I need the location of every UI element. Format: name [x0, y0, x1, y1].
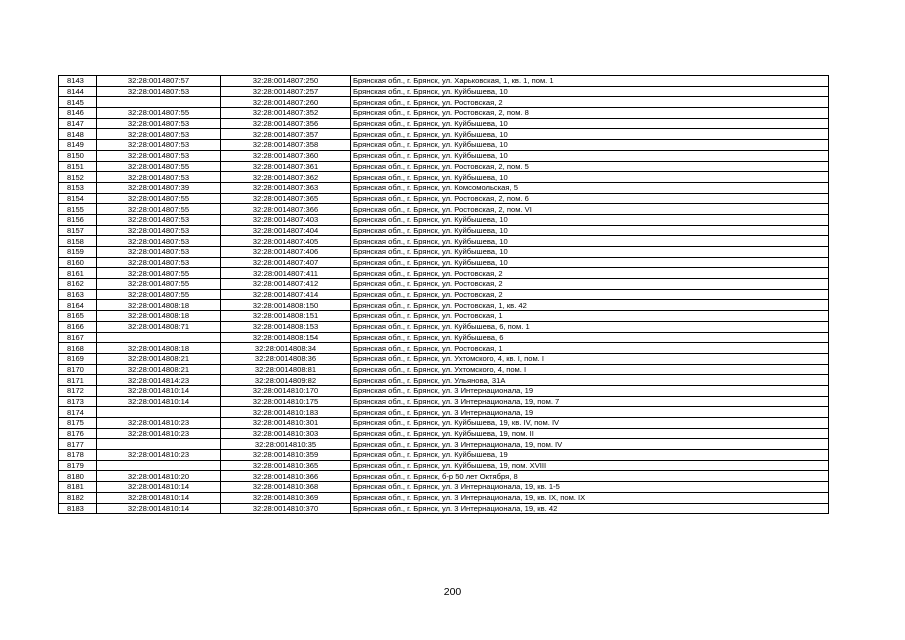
- parcel-number-cell: 32:28:0014807:53: [97, 150, 221, 161]
- row-number-cell: 8171: [59, 375, 97, 386]
- address-cell: Брянская обл., г. Брянск, ул. Ростовская, 2, пом. 5: [351, 161, 829, 172]
- row-number-cell: 8168: [59, 343, 97, 354]
- object-number-cell: 32:28:0014810:368: [221, 482, 351, 493]
- row-number-cell: 8174: [59, 407, 97, 418]
- row-number-cell: 8160: [59, 257, 97, 268]
- parcel-number-cell: 32:28:0014807:53: [97, 225, 221, 236]
- address-cell: Брянская обл., г. Брянск, ул. Куйбышева, 10: [351, 247, 829, 258]
- parcel-number-cell: 32:28:0014810:23: [97, 428, 221, 439]
- table-row: [59, 503, 829, 514]
- parcel-number-cell: [97, 332, 221, 343]
- table-row: [59, 257, 829, 268]
- row-number-cell: 8146: [59, 108, 97, 119]
- address-cell: Брянская обл., г. Брянск, ул. Ростовская, 1: [351, 343, 829, 354]
- address-cell: Брянская обл., г. Брянск, ул. Ростовская, 2, пом. 8: [351, 108, 829, 119]
- address-cell: Брянская обл., г. Брянск, ул. Ульянова, 31А: [351, 375, 829, 386]
- table-row: [59, 492, 829, 503]
- address-cell: Брянская обл., г. Брянск, ул. Куйбышева, 10: [351, 140, 829, 151]
- object-number-cell: 32:28:0014807:356: [221, 118, 351, 129]
- address-cell: Брянская обл., г. Брянск, ул. Куйбышева, 10: [351, 86, 829, 97]
- row-number-cell: 8148: [59, 129, 97, 140]
- address-cell: Брянская обл., г. Брянск, ул. Ростовская, 2, пом. VI: [351, 204, 829, 215]
- row-number-cell: 8164: [59, 300, 97, 311]
- object-number-cell: 32:28:0014807:360: [221, 150, 351, 161]
- object-number-cell: 32:28:0014807:414: [221, 289, 351, 300]
- object-number-cell: 32:28:0014807:405: [221, 236, 351, 247]
- address-cell: Брянская обл., г. Брянск, ул. Куйбышева, 10: [351, 172, 829, 183]
- table-row: [59, 332, 829, 343]
- parcel-number-cell: [97, 439, 221, 450]
- table-row: [59, 289, 829, 300]
- object-number-cell: 32:28:0014807:250: [221, 76, 351, 87]
- table-row: [59, 471, 829, 482]
- object-number-cell: 32:28:0014810:366: [221, 471, 351, 482]
- address-cell: Брянская обл., г. Брянск, ул. Ростовская, 2: [351, 97, 829, 108]
- row-number-cell: 8161: [59, 268, 97, 279]
- address-cell: Брянская обл., г. Брянск, ул. 3 Интернационала, 19, кв. IX, пом. IX: [351, 492, 829, 503]
- row-number-cell: 8159: [59, 247, 97, 258]
- address-cell: Брянская обл., г. Брянск, ул. Куйбышева, 6, пом. 1: [351, 321, 829, 332]
- table-row: [59, 204, 829, 215]
- table-row: [59, 311, 829, 322]
- object-number-cell: 32:28:0014808:36: [221, 353, 351, 364]
- address-cell: Брянская обл., г. Брянск, ул. Ухтомского, 4, кв. I, пом. I: [351, 353, 829, 364]
- table-row: [59, 140, 829, 151]
- parcel-number-cell: 32:28:0014808:18: [97, 343, 221, 354]
- address-cell: Брянская обл., г. Брянск, ул. Куйбышева, 10: [351, 118, 829, 129]
- object-number-cell: 32:28:0014807:363: [221, 182, 351, 193]
- table-row: [59, 118, 829, 129]
- row-number-cell: 8155: [59, 204, 97, 215]
- table-row: [59, 214, 829, 225]
- row-number-cell: 8178: [59, 450, 97, 461]
- table-row: [59, 300, 829, 311]
- row-number-cell: 8175: [59, 418, 97, 429]
- table-row: [59, 321, 829, 332]
- address-cell: Брянская обл., г. Брянск, ул. Куйбышева, 19, пом. XVIII: [351, 460, 829, 471]
- object-number-cell: 32:28:0014808:154: [221, 332, 351, 343]
- parcel-number-cell: 32:28:0014814:23: [97, 375, 221, 386]
- table-row: [59, 268, 829, 279]
- parcel-number-cell: 32:28:0014810:14: [97, 385, 221, 396]
- parcel-number-cell: 32:28:0014807:55: [97, 279, 221, 290]
- parcel-number-cell: 32:28:0014807:55: [97, 289, 221, 300]
- address-cell: Брянская обл., г. Брянск, ул. Куйбышева, 19, пом. II: [351, 428, 829, 439]
- row-number-cell: 8166: [59, 321, 97, 332]
- address-cell: Брянская обл., г. Брянск, ул. 3 Интернационала, 19, пом. 7: [351, 396, 829, 407]
- row-number-cell: 8154: [59, 193, 97, 204]
- parcel-number-cell: 32:28:0014808:71: [97, 321, 221, 332]
- object-number-cell: 32:28:0014810:35: [221, 439, 351, 450]
- table-row: [59, 385, 829, 396]
- table-row: [59, 482, 829, 493]
- parcel-number-cell: [97, 407, 221, 418]
- row-number-cell: 8183: [59, 503, 97, 514]
- parcel-number-cell: 32:28:0014807:53: [97, 118, 221, 129]
- address-cell: Брянская обл., г. Брянск, ул. Комсомольская, 5: [351, 182, 829, 193]
- row-number-cell: 8170: [59, 364, 97, 375]
- table-row: [59, 129, 829, 140]
- object-number-cell: 32:28:0014807:357: [221, 129, 351, 140]
- table-row: [59, 375, 829, 386]
- address-cell: Брянская обл., г. Брянск, ул. Куйбышева, 10: [351, 257, 829, 268]
- row-number-cell: 8151: [59, 161, 97, 172]
- parcel-number-cell: [97, 460, 221, 471]
- address-cell: Брянская обл., г. Брянск, ул. Куйбышева, 10: [351, 150, 829, 161]
- object-number-cell: 32:28:0014807:358: [221, 140, 351, 151]
- table-row: [59, 418, 829, 429]
- object-number-cell: 32:28:0014810:359: [221, 450, 351, 461]
- address-cell: Брянская обл., г. Брянск, ул. 3 Интернационала, 19, кв. 42: [351, 503, 829, 514]
- parcel-number-cell: 32:28:0014810:14: [97, 482, 221, 493]
- table-row: [59, 182, 829, 193]
- row-number-cell: 8176: [59, 428, 97, 439]
- table-row: [59, 460, 829, 471]
- parcel-number-cell: 32:28:0014808:21: [97, 353, 221, 364]
- address-cell: Брянская обл., г. Брянск, ул. 3 Интернационала, 19: [351, 407, 829, 418]
- table-row: [59, 236, 829, 247]
- address-cell: Брянская обл., г. Брянск, ул. Ростовская, 1, кв. 42: [351, 300, 829, 311]
- parcel-number-cell: 32:28:0014807:53: [97, 86, 221, 97]
- row-number-cell: 8145: [59, 97, 97, 108]
- table-row: [59, 428, 829, 439]
- object-number-cell: 32:28:0014807:403: [221, 214, 351, 225]
- object-number-cell: 32:28:0014810:301: [221, 418, 351, 429]
- parcel-number-cell: 32:28:0014808:18: [97, 311, 221, 322]
- page-number: 200: [443, 586, 462, 598]
- parcel-number-cell: 32:28:0014807:55: [97, 204, 221, 215]
- object-number-cell: 32:28:0014807:412: [221, 279, 351, 290]
- parcel-number-cell: 32:28:0014807:55: [97, 193, 221, 204]
- address-cell: Брянская обл., г. Брянск, ул. Ростовская, 2: [351, 279, 829, 290]
- table-row: [59, 225, 829, 236]
- table-row: [59, 353, 829, 364]
- address-cell: Брянская обл., г. Брянск, ул. Куйбышева, 19, кв. IV, пом. IV: [351, 418, 829, 429]
- address-cell: Брянская обл., г. Брянск, ул. Харьковская, 1, кв. 1, пом. 1: [351, 76, 829, 87]
- object-number-cell: 32:28:0014810:170: [221, 385, 351, 396]
- address-cell: Брянская обл., г. Брянск, ул. Куйбышева, 10: [351, 214, 829, 225]
- table-row: [59, 161, 829, 172]
- table-row: [59, 343, 829, 354]
- row-number-cell: 8180: [59, 471, 97, 482]
- object-number-cell: 32:28:0014807:362: [221, 172, 351, 183]
- parcel-number-cell: 32:28:0014810:20: [97, 471, 221, 482]
- row-number-cell: 8163: [59, 289, 97, 300]
- address-cell: Брянская обл., г. Брянск, ул. Ухтомского, 4, пом. I: [351, 364, 829, 375]
- parcel-number-cell: 32:28:0014810:14: [97, 503, 221, 514]
- row-number-cell: 8162: [59, 279, 97, 290]
- address-cell: Брянская обл., г. Брянск, ул. Куйбышева, 10: [351, 129, 829, 140]
- object-number-cell: 32:28:0014810:365: [221, 460, 351, 471]
- object-number-cell: 32:28:0014807:361: [221, 161, 351, 172]
- object-number-cell: 32:28:0014807:257: [221, 86, 351, 97]
- row-number-cell: 8165: [59, 311, 97, 322]
- parcel-number-cell: 32:28:0014807:55: [97, 108, 221, 119]
- parcel-number-cell: 32:28:0014807:53: [97, 257, 221, 268]
- object-number-cell: 32:28:0014810:370: [221, 503, 351, 514]
- address-cell: Брянская обл., г. Брянск, б-р 50 лет Октября, 8: [351, 471, 829, 482]
- parcel-number-cell: 32:28:0014807:39: [97, 182, 221, 193]
- row-number-cell: 8167: [59, 332, 97, 343]
- row-number-cell: 8156: [59, 214, 97, 225]
- row-number-cell: 8157: [59, 225, 97, 236]
- parcel-number-cell: 32:28:0014810:14: [97, 396, 221, 407]
- parcel-number-cell: 32:28:0014808:21: [97, 364, 221, 375]
- row-number-cell: 8182: [59, 492, 97, 503]
- row-number-cell: 8150: [59, 150, 97, 161]
- parcel-number-cell: 32:28:0014807:55: [97, 161, 221, 172]
- parcel-number-cell: 32:28:0014807:57: [97, 76, 221, 87]
- object-number-cell: 32:28:0014807:404: [221, 225, 351, 236]
- object-number-cell: 32:28:0014807:352: [221, 108, 351, 119]
- object-number-cell: 32:28:0014808:153: [221, 321, 351, 332]
- table-row: [59, 150, 829, 161]
- table-row: [59, 193, 829, 204]
- row-number-cell: 8172: [59, 385, 97, 396]
- table-row: [59, 364, 829, 375]
- object-number-cell: 32:28:0014808:150: [221, 300, 351, 311]
- address-cell: Брянская обл., г. Брянск, ул. Куйбышева, 19: [351, 450, 829, 461]
- row-number-cell: 8153: [59, 182, 97, 193]
- parcel-number-cell: 32:28:0014807:53: [97, 172, 221, 183]
- table-row: [59, 86, 829, 97]
- object-number-cell: 32:28:0014810:303: [221, 428, 351, 439]
- row-number-cell: 8147: [59, 118, 97, 129]
- cadastral-table: [58, 75, 829, 514]
- parcel-number-cell: 32:28:0014807:53: [97, 214, 221, 225]
- table-row: [59, 76, 829, 87]
- address-cell: Брянская обл., г. Брянск, ул. Ростовская, 2, пом. 6: [351, 193, 829, 204]
- row-number-cell: 8143: [59, 76, 97, 87]
- table-row: [59, 450, 829, 461]
- row-number-cell: 8179: [59, 460, 97, 471]
- row-number-cell: 8158: [59, 236, 97, 247]
- object-number-cell: 32:28:0014807:407: [221, 257, 351, 268]
- address-cell: Брянская обл., г. Брянск, ул. Ростовская, 2: [351, 268, 829, 279]
- object-number-cell: 32:28:0014807:411: [221, 268, 351, 279]
- parcel-number-cell: 32:28:0014807:53: [97, 140, 221, 151]
- address-cell: Брянская обл., г. Брянск, ул. 3 Интернационала, 19: [351, 385, 829, 396]
- row-number-cell: 8149: [59, 140, 97, 151]
- row-number-cell: 8152: [59, 172, 97, 183]
- table-row: [59, 97, 829, 108]
- row-number-cell: 8173: [59, 396, 97, 407]
- object-number-cell: 32:28:0014808:34: [221, 343, 351, 354]
- object-number-cell: 32:28:0014810:183: [221, 407, 351, 418]
- address-cell: Брянская обл., г. Брянск, ул. Куйбышева, 10: [351, 236, 829, 247]
- address-cell: Брянская обл., г. Брянск, ул. 3 Интернационала, 19, кв. 1-5: [351, 482, 829, 493]
- table-row: [59, 108, 829, 119]
- address-cell: Брянская обл., г. Брянск, ул. Куйбышева, 10: [351, 225, 829, 236]
- parcel-number-cell: 32:28:0014807:53: [97, 247, 221, 258]
- table-row: [59, 247, 829, 258]
- object-number-cell: 32:28:0014808:151: [221, 311, 351, 322]
- object-number-cell: 32:28:0014810:369: [221, 492, 351, 503]
- address-cell: Брянская обл., г. Брянск, ул. Ростовская, 1: [351, 311, 829, 322]
- object-number-cell: 32:28:0014807:366: [221, 204, 351, 215]
- object-number-cell: 32:28:0014808:81: [221, 364, 351, 375]
- table-body: [59, 76, 829, 514]
- parcel-number-cell: 32:28:0014810:14: [97, 492, 221, 503]
- address-cell: Брянская обл., г. Брянск, ул. Ростовская, 2: [351, 289, 829, 300]
- table-row: [59, 172, 829, 183]
- parcel-number-cell: 32:28:0014810:23: [97, 450, 221, 461]
- row-number-cell: 8144: [59, 86, 97, 97]
- parcel-number-cell: 32:28:0014808:18: [97, 300, 221, 311]
- address-cell: Брянская обл., г. Брянск, ул. Куйбышева, 6: [351, 332, 829, 343]
- row-number-cell: 8169: [59, 353, 97, 364]
- object-number-cell: 32:28:0014807:260: [221, 97, 351, 108]
- parcel-number-cell: 32:28:0014810:23: [97, 418, 221, 429]
- table-row: [59, 407, 829, 418]
- row-number-cell: 8181: [59, 482, 97, 493]
- parcel-number-cell: 32:28:0014807:55: [97, 268, 221, 279]
- object-number-cell: 32:28:0014809:82: [221, 375, 351, 386]
- object-number-cell: 32:28:0014807:406: [221, 247, 351, 258]
- table-row: [59, 396, 829, 407]
- object-number-cell: 32:28:0014807:365: [221, 193, 351, 204]
- table-row: [59, 279, 829, 290]
- parcel-number-cell: [97, 97, 221, 108]
- parcel-number-cell: 32:28:0014807:53: [97, 236, 221, 247]
- row-number-cell: 8177: [59, 439, 97, 450]
- table-row: [59, 439, 829, 450]
- object-number-cell: 32:28:0014810:175: [221, 396, 351, 407]
- address-cell: Брянская обл., г. Брянск, ул. 3 Интернационала, 19, пом. IV: [351, 439, 829, 450]
- parcel-number-cell: 32:28:0014807:53: [97, 129, 221, 140]
